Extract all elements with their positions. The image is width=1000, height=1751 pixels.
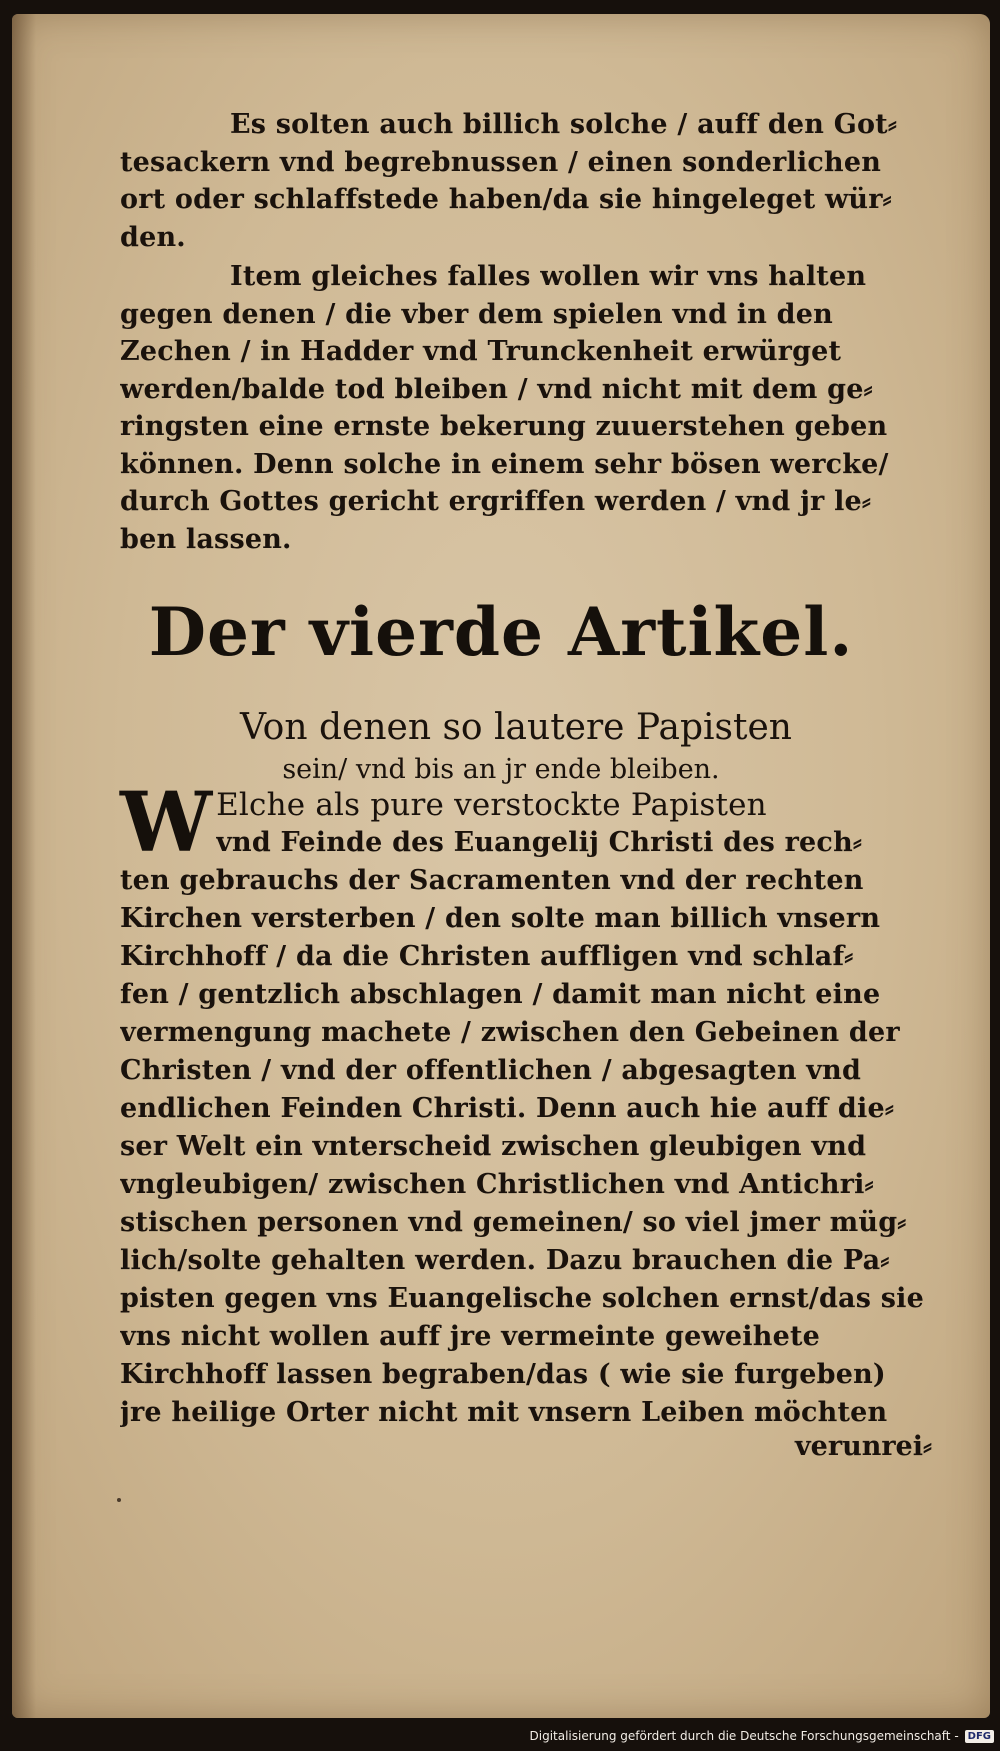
text-line: ben lassen. (120, 523, 292, 555)
text-line: vermengung machete / zwischen den Gebeinen der (120, 1017, 900, 1048)
text-line: Item gleiches falles wollen wir vns halten (230, 261, 867, 292)
text-line: ort oder schlaffstede haben/da sie hingeleget wür⸗ (120, 184, 892, 215)
text-line: gegen denen / die vber dem spielen vnd in den (120, 298, 833, 330)
page-binding-shadow (12, 14, 36, 1718)
text-line: Kirchhoff lassen begraben/das ( wie sie furgeben) (120, 1359, 886, 1390)
text-line: pisten gegen vns Euangelische solchen ernst/das sie (120, 1283, 924, 1314)
text-line: stischen personen vnd gemeinen/ so viel jmer müg⸗ (120, 1207, 907, 1238)
dfg-logo-icon: DFG (965, 1730, 994, 1743)
catchword: verunrei⸗ (794, 1431, 932, 1462)
text-line: fen / gentzlich abschlagen / damit man nicht eine (120, 979, 881, 1010)
book-page (12, 14, 990, 1718)
article-heading: Der vierde Artikel. (148, 593, 854, 671)
text-line: ringsten eine ernste bekerung zuuerstehen geben (120, 411, 888, 442)
text-line: vns nicht wollen auff jre vermeinte geweihete (120, 1321, 821, 1352)
dropcap-lines (120, 775, 940, 871)
text-line: vngleubigen/ zwischen Christlichen vnd Antichri⸗ (120, 1169, 874, 1200)
text-line: ser Welt ein vnterscheid zwischen gleubigen vnd (120, 1131, 867, 1162)
drop-capital: W (120, 775, 213, 871)
text-line: lich/solte gehalten werden. Dazu brauchen die Pa⸗ (120, 1245, 890, 1276)
text-line: durch Gottes gericht ergriffen werden / vnd jr le⸗ (120, 486, 872, 517)
text-line: jre heilige Orter nicht mit vnsern Leiben möchten (120, 1397, 888, 1428)
text-line: Es solten auch billich solche / auff den Got⸗ (230, 109, 898, 140)
text-line: werden/balde tod bleiben / vnd nicht mit dem ge⸗ (120, 373, 873, 405)
subheading-line: Von denen so lautere Papisten (239, 707, 792, 748)
text-line: den. (120, 221, 186, 253)
paragraph-1 (120, 106, 940, 256)
text-line: endlichen Feinden Christi. Denn auch hie auff die⸗ (120, 1093, 895, 1124)
text-line: tesackern vnd begrebnussen / einen sonderlichen (120, 146, 882, 178)
text-line: ten gebrauchs der Sacramenten vnd der rechten (120, 865, 864, 896)
digitization-footer (530, 1725, 995, 1747)
text-line: vnd Feinde des Euangelij Christi des rech⸗ (216, 827, 863, 858)
subheading-line: sein/ vnd bis an jr ende bleiben. (282, 754, 720, 785)
text-line: können. Denn solche in einem sehr bösen wercke/ (120, 448, 889, 480)
paper-speck (117, 1498, 121, 1502)
article-body (120, 775, 940, 1432)
text-line: Christen / vnd der offentlichen / abgesagten vnd (120, 1055, 862, 1086)
text-line: Elche als pure verstockte Papisten (216, 787, 767, 823)
paragraph-2 (120, 258, 940, 558)
text-line: Kirchen versterben / den solte man billich vnsern (120, 903, 881, 934)
footer-credit: Digitalisierung gefördert durch die Deutsche Forschungsgemeinschaft - (529, 1729, 959, 1743)
text-line: Kirchhoff / da die Christen auffligen vnd schlaf⸗ (120, 941, 854, 972)
text-line: Zechen / in Hadder vnd Trunckenheit erwürget (120, 336, 842, 367)
